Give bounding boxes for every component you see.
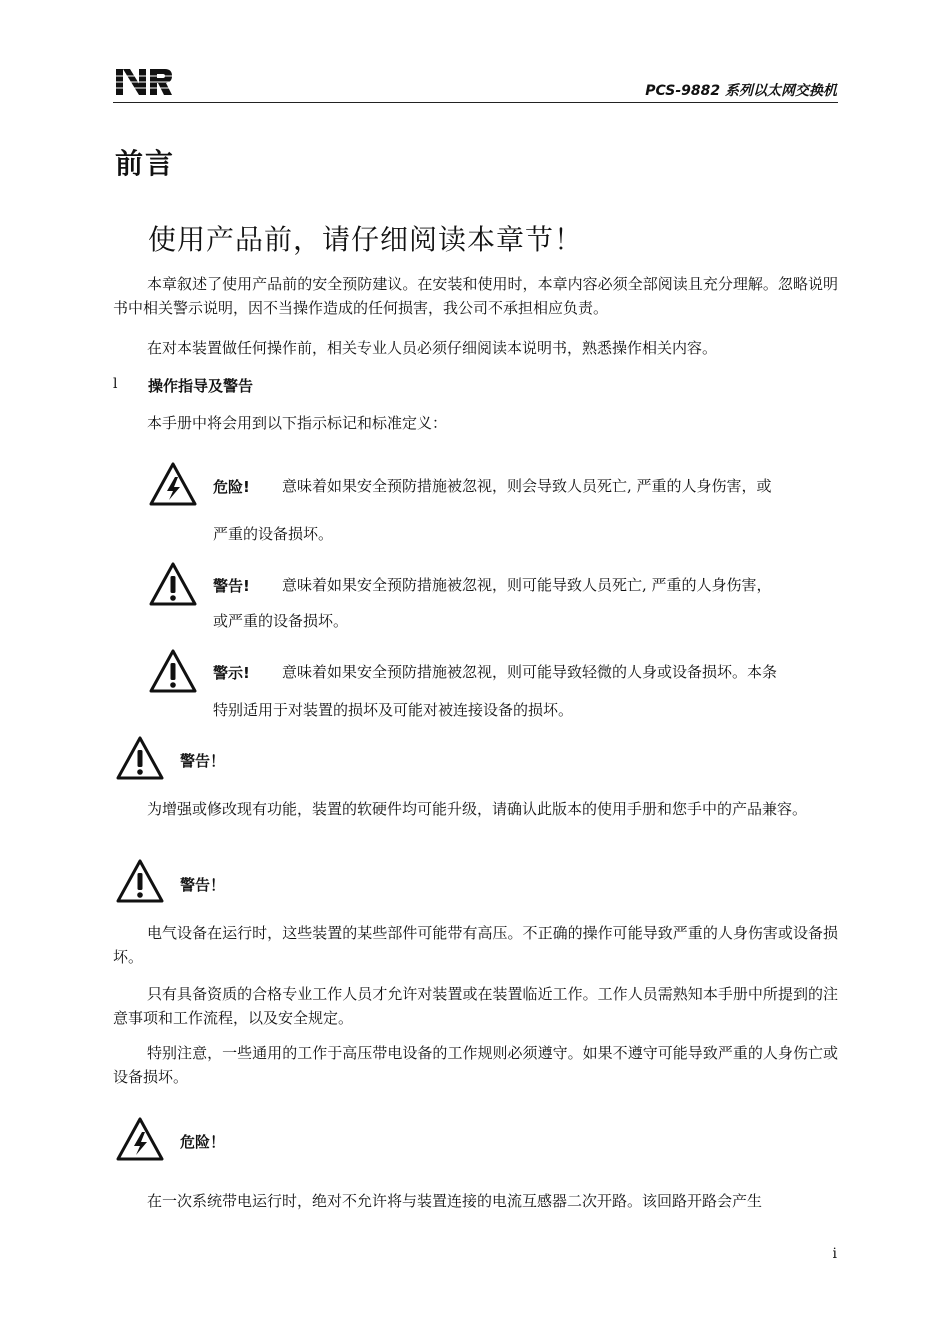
danger-icon: [148, 461, 198, 507]
danger-label: 危险!: [213, 478, 250, 496]
notice-2-paragraph-2: 只有具备资质的合格专业工作人员才允许对装置或在装置临近工作。工作人员需熟知本手册中所提到的注意事项和工作流程，以及安全规定。: [113, 985, 838, 1027]
caution-icon: [148, 648, 198, 694]
warning-icon: [115, 858, 165, 904]
notice-warning-label: 警告！: [180, 876, 226, 894]
warning-icon: [148, 561, 198, 607]
intro-paragraph-2: 在对本装置做任何操作前，相关专业人员必须仔细阅读本说明书，熟悉操作相关内容。: [147, 339, 718, 357]
notice-2-paragraph-3: 特别注意，一些通用的工作于高压带电设备的工作规则必须遵守。如果不遵守可能导致严重的人身伤亡或设备损坏。: [113, 1044, 838, 1086]
notice-danger-label: 危险！: [180, 1133, 226, 1151]
danger-icon: [115, 1116, 165, 1162]
subtitle: 使用产品前，请仔细阅读本章节！: [148, 223, 584, 256]
caution-description: 意味着如果安全预防措施被忽视，则可能导致轻微的人身或设备损坏。本条: [282, 663, 778, 681]
caution-description-cont: 特别适用于对装置的损坏及可能对被连接设备的损坏。: [213, 701, 574, 719]
nr-logo: [116, 67, 172, 97]
warning-icon: [115, 735, 165, 781]
danger-description: 意味着如果安全预防措施被忽视，则会导致人员死亡, 严重的人身伤害，或: [282, 477, 772, 495]
notice-3-paragraph: 在一次系统带电运行时，绝对不允许将与装置连接的电流互感器二次开路。该回路开路会产生: [147, 1192, 763, 1210]
intro-paragraph-1: 本章叙述了使用产品前的安全预防建议。在安装和使用时，本章内容必须全部阅读且充分理解。忽略说明书中相关警示说明，因不当操作造成的任何损害，我公司不承担相应负责。: [113, 275, 838, 317]
notice-warning-label: 警告！: [180, 752, 226, 770]
notice-2-paragraph-1: 电气设备在运行时，这些装置的某些部件可能带有高压。不正确的操作可能导致严重的人身伤害或设备损坏。: [113, 924, 838, 966]
header-rule: [113, 102, 838, 103]
caution-label: 警示!: [213, 664, 250, 682]
warning-label: 警告!: [213, 577, 250, 595]
page-number: i: [832, 1246, 837, 1262]
chapter-title: 前言: [115, 147, 176, 180]
warning-description: 意味着如果安全预防措施被忽视，则可能导致人员死亡, 严重的人身伤害，: [282, 576, 772, 594]
section-intro: 本手册中将会用到以下指示标记和标准定义：: [147, 414, 448, 432]
notice-1-paragraph: 为增强或修改现有功能，装置的软硬件均可能升级，请确认此版本的使用手册和您手中的产品兼容。: [147, 800, 808, 818]
bullet-marker: l: [113, 376, 118, 392]
warning-description-cont: 或严重的设备损坏。: [213, 612, 349, 630]
danger-description-cont: 严重的设备损坏。: [213, 525, 334, 543]
section-heading: 操作指导及警告: [148, 377, 254, 395]
document-title: PCS-9882 系列以太网交换机: [645, 83, 837, 99]
